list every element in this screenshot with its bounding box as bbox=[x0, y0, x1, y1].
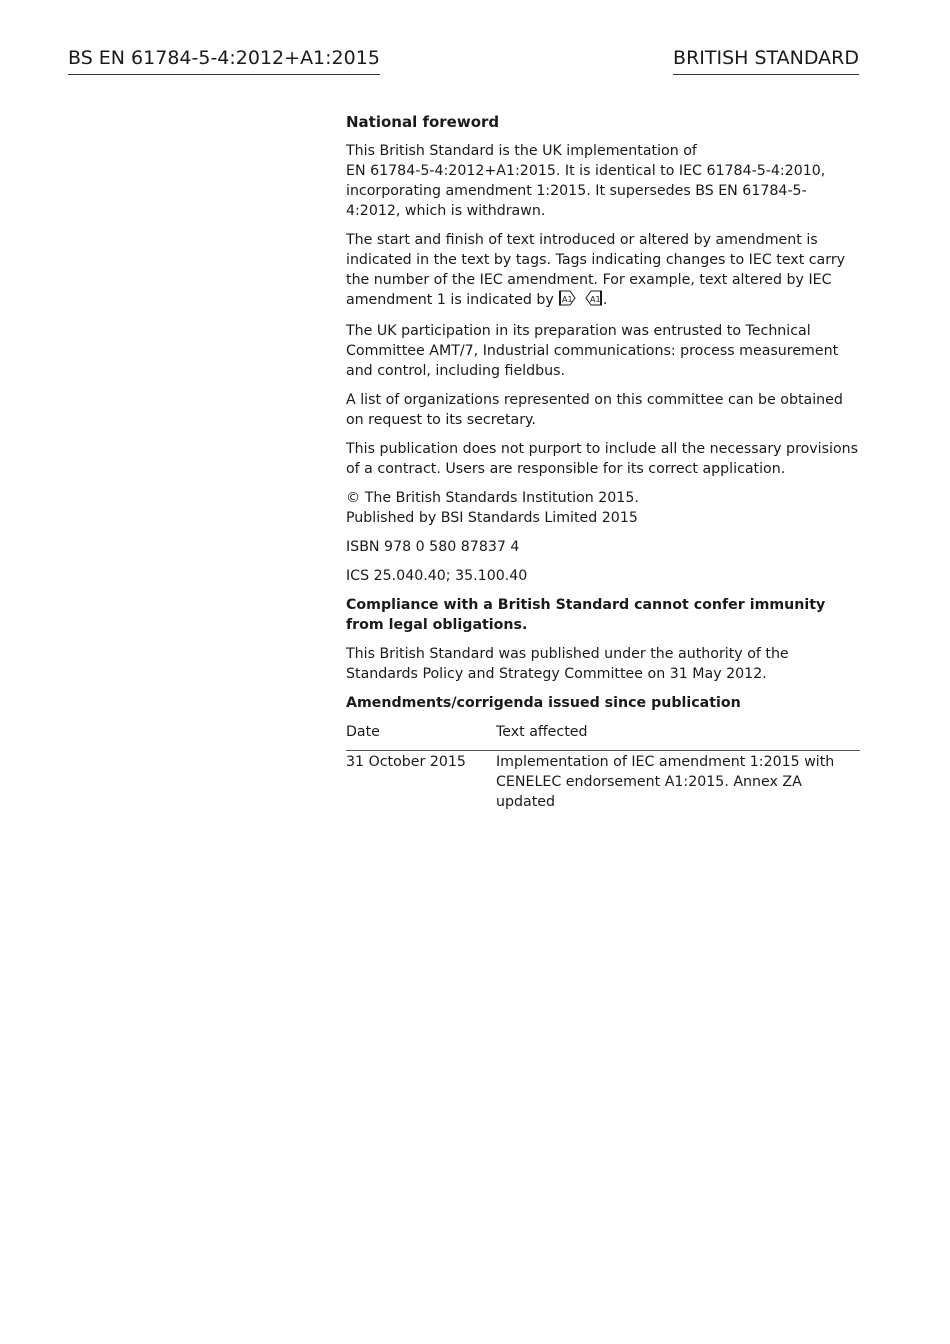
amendment-tags-text: The start and finish of text introduced or altered by amendment is indicated in the text by tags. Tags indicating changes to IEC text carry the number of the IEC amendment. For example, text altered by IEC amendment 1 is indicated by bbox=[346, 232, 846, 308]
implementation-paragraph bbox=[346, 141, 860, 221]
document-number: BS EN 61784-5-4:2012+A1:2015 bbox=[68, 46, 380, 75]
ics: ICS 25.040.40; 35.100.40 bbox=[346, 568, 528, 584]
amendment-open-tag-icon bbox=[558, 290, 578, 312]
isbn: ISBN 978 0 580 87837 4 bbox=[346, 539, 520, 555]
amendments-table bbox=[346, 722, 860, 812]
table-row bbox=[346, 751, 860, 813]
amendment-tags-end: . bbox=[602, 292, 608, 308]
open-tag-label: A1 bbox=[562, 295, 573, 304]
authority-paragraph: This British Standard was published under the authority of the Standards Policy and Strategy Committee on 31 May 2012. bbox=[346, 646, 789, 682]
amendment-date: 31 October 2015 bbox=[346, 754, 466, 770]
compliance-statement: Compliance with a British Standard cannot confer immunity from legal obligations. bbox=[346, 597, 826, 633]
amendment-text-affected: Implementation of IEC amendment 1:2015 with CENELEC endorsement A1:2015. Annex ZA updated bbox=[496, 754, 835, 810]
column-header-text-affected: Text affected bbox=[496, 722, 860, 751]
section-title: National foreword bbox=[346, 113, 500, 131]
amendment-close-tag-icon bbox=[583, 290, 603, 312]
amendment-tags-paragraph bbox=[346, 230, 860, 312]
implementation-line-2: EN 61784-5-4:2012+A1:2015. It is identical to IEC 61784-5-4:2010, incorporating amendment 1:2015. It supersedes BS EN 61784-5-4:2012, which is withdrawn. bbox=[346, 163, 826, 219]
copyright-line: © The British Standards Institution 2015. bbox=[346, 490, 639, 506]
publisher-line: Published by BSI Standards Limited 2015 bbox=[346, 510, 638, 526]
implementation-line-1: This British Standard is the UK implementation of bbox=[346, 143, 697, 159]
close-tag-label: A1 bbox=[589, 295, 601, 304]
document-type-label: BRITISH STANDARD bbox=[673, 46, 859, 75]
national-foreword bbox=[346, 112, 860, 812]
committee-paragraph: The UK participation in its preparation was entrusted to Technical Committee AMT/7, Industrial communications: process measurement and control, including fieldbus. bbox=[346, 323, 839, 379]
organizations-paragraph: A list of organizations represented on this committee can be obtained on request to its secretary. bbox=[346, 392, 843, 428]
copyright-paragraph bbox=[346, 488, 860, 528]
disclaimer-paragraph: This publication does not purport to include all the necessary provisions of a contract. Users are responsible for its correct application. bbox=[346, 441, 859, 477]
amendments-title: Amendments/corrigenda issued since publication bbox=[346, 695, 741, 711]
column-header-date: Date bbox=[346, 722, 496, 751]
table-header-row bbox=[346, 722, 860, 751]
